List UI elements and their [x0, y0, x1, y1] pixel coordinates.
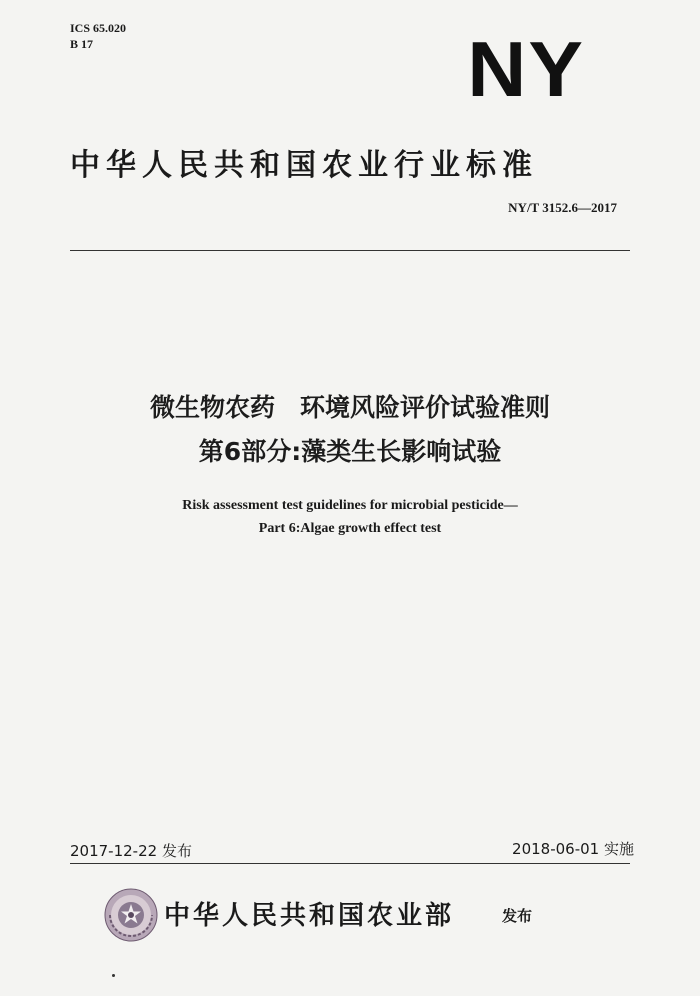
- ccs-code: B 17: [70, 37, 94, 51]
- publisher-action: 发布: [502, 907, 533, 925]
- header-divider: [70, 250, 630, 251]
- print-dot: [112, 974, 115, 977]
- chinese-title-line-2: 第6部分:藻类生长影响试验: [198, 437, 502, 466]
- ny-logo: NY: [466, 25, 585, 113]
- publisher-name: 中华人民共和国农业部: [164, 901, 455, 931]
- classification-block: [70, 20, 126, 52]
- national-emblem-icon: [104, 888, 158, 942]
- ics-code: ICS 65.020: [70, 21, 127, 35]
- standard-category-title: 中华人民共和国农业行业标准: [70, 148, 538, 183]
- implementation-date: 2018-06-01 实施: [512, 840, 634, 858]
- english-title-line-1: Risk assessment test guidelines for microbial pesticide—: [182, 498, 518, 513]
- standard-code: NY/T 3152.6—2017: [508, 200, 617, 215]
- chinese-title-line-1: 微生物农药 环境风险评价试验准则: [149, 393, 550, 422]
- footer-divider: [70, 863, 630, 864]
- issue-date: 2017-12-22 发布: [70, 842, 192, 860]
- english-title-line-2: Part 6:Algae growth effect test: [258, 521, 442, 536]
